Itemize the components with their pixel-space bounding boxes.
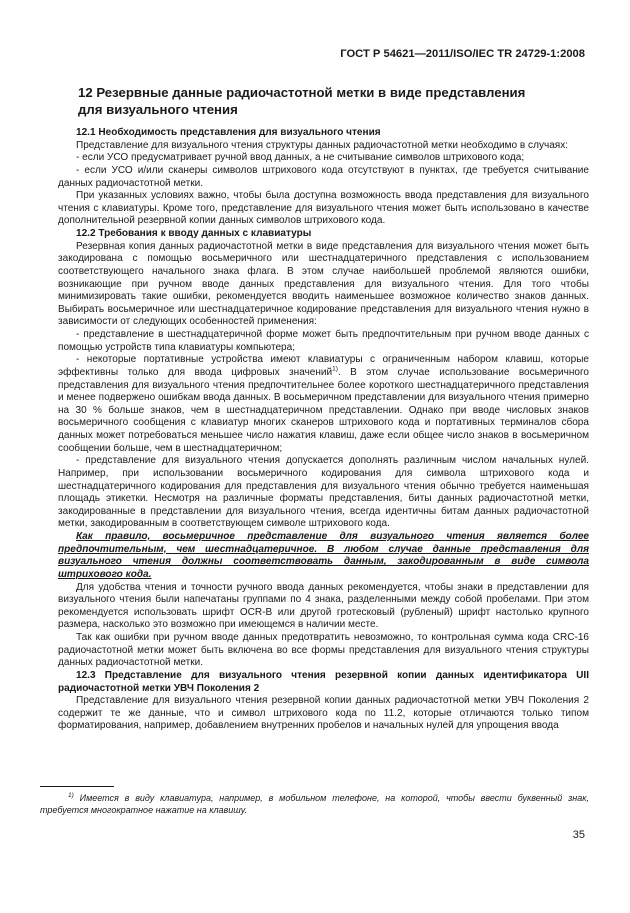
bullet-item: - представление для визуального чтения допускается дополнять различным числом начальных нулей. Например, при использовании восьмеричного кодирования для символа штрихового кода и шестнадцатеричного кодирования для представления для визуального чтения обычно требуется наименьшая площадь этикетки. Несмотря на различные форматы представления, биты данных радиочастотной метки, закодированные в представлении для визуального чтения, всегда идентичны битам данных радиочастотной метки, закодированным в соответствующем символе штрихового кода. (58, 455, 589, 530)
bullet-item (58, 354, 589, 455)
bullet-item: - если УСО и/или сканеры символов штрихового кода отсутствуют в пунктах, где требуется считывание данных радиочастотной метки. (58, 164, 589, 189)
body-text (58, 127, 589, 733)
section-title-line2: для визуального чтения (78, 102, 238, 117)
footnote-reference[interactable]: 1) (332, 365, 338, 373)
bullet-item: - представление в шестнадцатеричной форме может быть предпочтительным при ручном вводе данных с помощью устройств типа клавиатуры компьютера; (58, 329, 589, 353)
paragraph: При указанных условиях важно, чтобы была доступна возможность ввода представления для визуального чтения с клавиатуры. Кроме того, представление для визуального чтения может быть использовано в качестве дополнительной резервной копии данных символов штрихового кода. (58, 190, 589, 227)
standard-header: ГОСТ Р 54621—2011/ISO/IEC TR 24729-1:2008 (340, 48, 585, 60)
footnote-text: Имеется в виду клавиатура, например, в мобильном телефоне, на которой, чтобы ввести буквенный знак, требуется многократное нажатие на клавишу. (40, 793, 589, 815)
subsection-12-2-heading: 12.2 Требования к вводу данных с клавиатуры (76, 228, 312, 239)
footnote-divider (40, 786, 114, 787)
bullet-text: . В этом случае использование восьмеричного представления для визуального чтения предпочтительнее более короткого шестнадцатеричного представления и менее подвержено ошибкам ввода данных. В восьмеричном представлении для визуального чтения примерно на 30 % больше знаков, чем в шестнадцатеричном представлении. Однако при вводе числовых знаков восьмеричного сообщения с клавиатур многих сканеров штрихового кода и портативных терминалов сбора данных может потребоваться меньшее число нажатия клавиш, даже если общее число знаков в восьмеричном сообщении больше, чем в шестнадцатеричном; (58, 366, 589, 454)
emphasized-recommendation: Как правило, восьмеричное представление для визуального чтения является более предпочтительным, чем шестнадцатеричное. В любом случае данные представления для визуального чтения должны соответствовать данным, закодированным в виде символа штрихового кода. (58, 531, 589, 580)
section-title (78, 84, 578, 118)
bullet-text: - некоторые портативные устройства имеют клавиатуры с ограниченным набором клавиш, которые эффективны только для ввода цифровых значений (58, 354, 589, 378)
footnote-mark: 1) (68, 792, 74, 799)
paragraph: Представление для визуального чтения резервной копии данных радиочастотной метки УВЧ Поколения 2 содержит те же данные, что и символ штрихового кода по 11.2, которые отличаются только типом форматирования, например, добавлением внутренних пробелов и начальных нулей для упрощения ввода (58, 695, 589, 732)
bullet-item: - если УСО предусматривает ручной ввод данных, а не считывание символов штрихового кода; (76, 152, 525, 164)
footnote (40, 792, 589, 816)
paragraph: Так как ошибки при ручном вводе данных предотвратить невозможно, то контрольная сумма кода CRC-16 радиочастотной метки может быть включена во все формы представления для визуального чтения структуры данных радиочастотной метки. (58, 632, 589, 669)
paragraph: Резервная копия данных радиочастотной метки в виде представления для визуального чтения может быть закодирована с помощью восьмеричного или шестнадцатеричного представления с использованием соответствующего начального знака флага. В этом случае наибольшей проблемой являются ошибки, возникающие при ручном вводе данных представления для визуального чтения. Для того чтобы минимизировать такие ошибки, рекомендуется вводить наименьшее возможное количество знаков данных. Выбирать восьмеричное или шестнадцатеричное кодирование представления для визуального чтения нужно в зависимости от следующих особенностей применения: (58, 240, 589, 328)
subsection-12-3-heading: 12.3 Представление для визуального чтения резервной копии данных идентификатора UII радиочастотной метки УВЧ Поколения 2 (58, 669, 589, 694)
paragraph: Представление для визуального чтения структуры данных радиочастотной метки необходимо в случаях: (76, 139, 569, 151)
page-number: 35 (572, 829, 585, 841)
section-title-line1: 12 Резервные данные радиочастотной метки в виде представления (78, 85, 526, 100)
subsection-12-1-heading: 12.1 Необходимость представления для визуального чтения (76, 127, 381, 138)
paragraph: Для удобства чтения и точности ручного ввода данных рекомендуется, чтобы знаки в представлении для визуального чтения были напечатаны группами по 4 знака, разделенными между собой пробелами. При этом рекомендуется использовать шрифт OCR-B или другой гротесковый (рубленый) шрифт настолько крупного размера, насколько это возможно при имеющемся в наличии месте. (58, 581, 589, 631)
